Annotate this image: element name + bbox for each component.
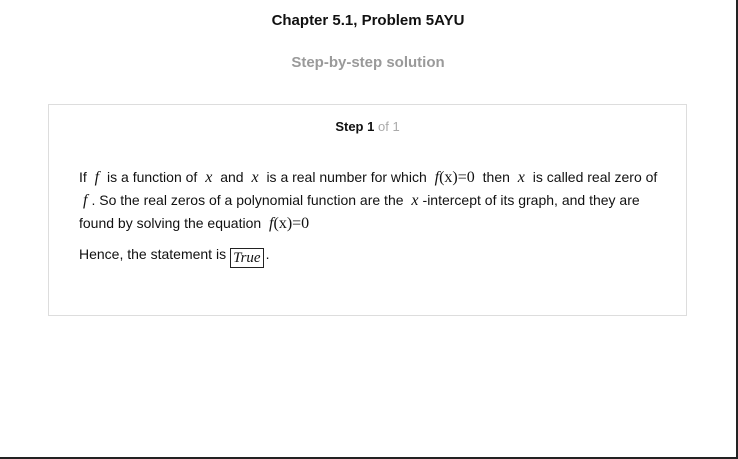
step-content <box>79 166 659 268</box>
solution-subtitle: Step-by-step solution <box>291 54 445 71</box>
math-f: f <box>269 215 274 232</box>
step-total: of 1 <box>377 119 400 134</box>
math-f: f <box>94 169 100 186</box>
math-f: f <box>83 192 88 209</box>
math-equation <box>265 215 313 232</box>
text-segment: is a function of <box>107 169 198 185</box>
text-segment: is called real zero of <box>532 169 658 185</box>
boxed-answer: True <box>230 248 264 268</box>
math-equation-rest: (x)=0 <box>273 215 310 232</box>
math-x: x <box>251 169 259 186</box>
text-segment: then <box>482 169 510 185</box>
text-segment: If <box>79 169 87 185</box>
math-x: x <box>517 169 525 186</box>
math-x: x <box>411 192 419 209</box>
text-segment: is a real number for which <box>266 169 427 185</box>
math-equation <box>431 169 479 186</box>
chapter-title: Chapter 5.1, Problem 5AYU <box>271 12 465 29</box>
math-equation-rest: (x)=0 <box>439 169 475 186</box>
math-x: x <box>205 169 213 186</box>
text-segment: -intercept of its graph, and they are found by solving the equation <box>79 192 640 231</box>
step-card <box>48 104 687 316</box>
text-segment: . So the real zeros of a polynomial function are the <box>91 192 404 208</box>
text-segment: . <box>265 246 270 262</box>
conclusion-paragraph <box>79 243 659 268</box>
step-header <box>49 119 686 134</box>
math-f: f <box>434 169 440 186</box>
text-segment: and <box>220 169 244 185</box>
solution-paragraph <box>79 166 659 235</box>
step-number: 1 <box>367 119 375 134</box>
text-segment: Hence, the statement is <box>79 246 227 262</box>
step-label: Step <box>335 119 364 134</box>
